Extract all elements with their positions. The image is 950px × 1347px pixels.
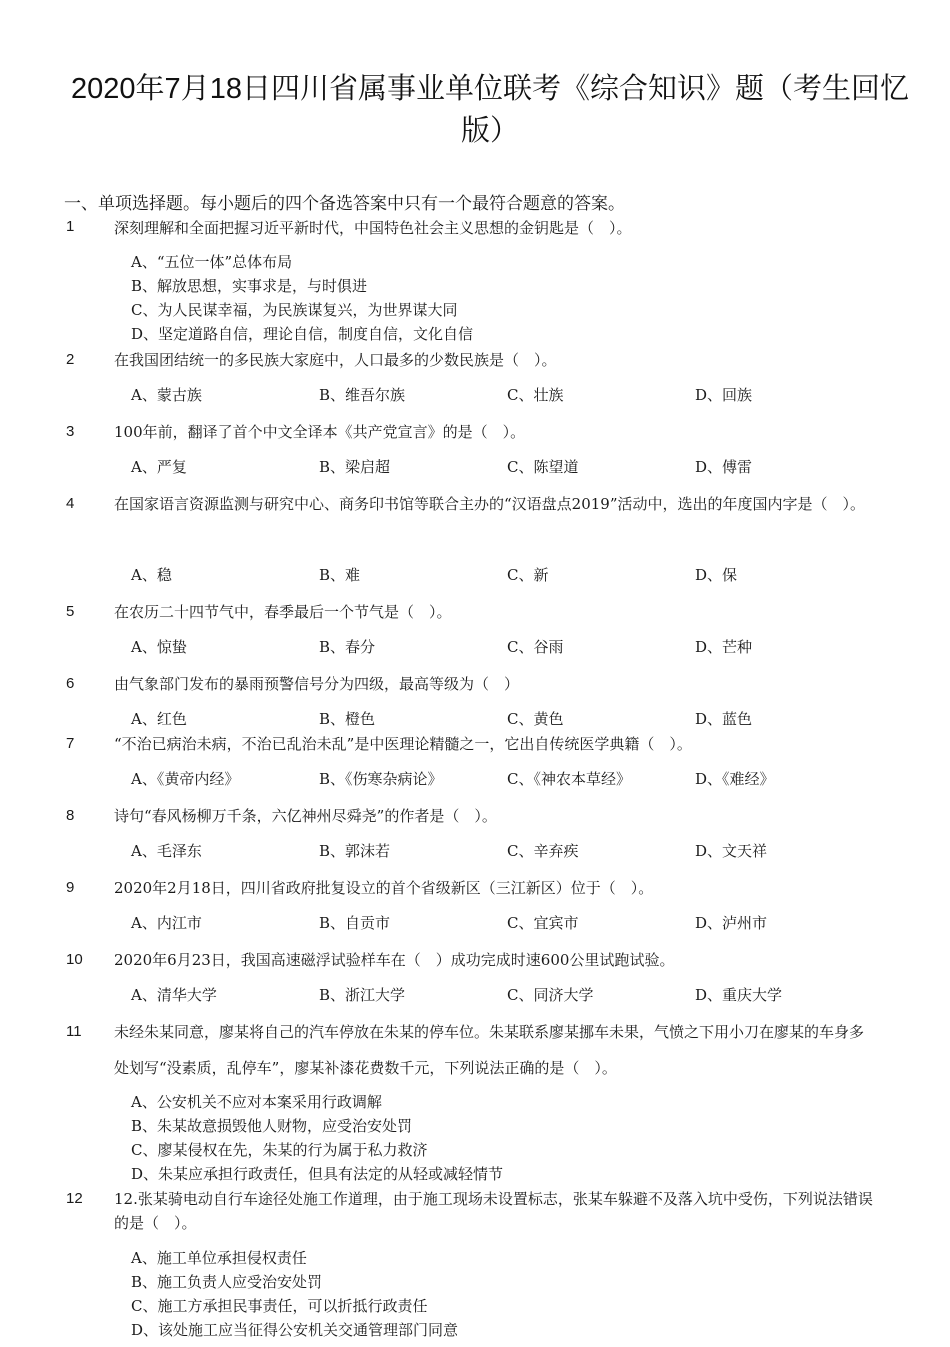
question-number: 12 bbox=[66, 1190, 83, 1207]
question-number: 8 bbox=[66, 807, 75, 824]
option-b[interactable]: B、难 bbox=[319, 566, 361, 584]
question-text: 由气象部门发布的暴雨预警信号分为四级，最高等级为（ ） bbox=[114, 675, 520, 693]
question-number: 9 bbox=[66, 879, 75, 896]
question-text: 未经朱某同意，廖某将自己的汽车停放在朱某的停车位。朱某联系廖某挪车未果，气愤之下用小刀在廖某的车身多处划写“没素质，乱停车”，廖某补漆花费数千元，下列说法正确的是（ ）。 bbox=[114, 1023, 865, 1077]
option-b[interactable]: B、郭沫若 bbox=[319, 842, 391, 860]
option-b[interactable]: B、《伤寒杂病论》 bbox=[319, 770, 443, 788]
option-a[interactable]: A、“五位一体”总体布局 bbox=[131, 253, 293, 271]
question-options bbox=[131, 1090, 503, 1186]
question-options bbox=[131, 840, 891, 862]
option-a[interactable]: A、严复 bbox=[131, 458, 187, 476]
question-number: 6 bbox=[66, 675, 75, 692]
option-a[interactable]: A、惊蛰 bbox=[131, 638, 187, 656]
option-a[interactable]: A、蒙古族 bbox=[131, 386, 202, 404]
option-a[interactable]: A、《黄帝内经》 bbox=[131, 770, 240, 788]
question-options bbox=[131, 456, 891, 478]
option-a[interactable]: A、稳 bbox=[131, 566, 172, 584]
option-b[interactable]: B、解放思想，实事求是，与时俱进 bbox=[131, 277, 368, 295]
option-c[interactable]: C、同济大学 bbox=[507, 986, 594, 1004]
question-number: 3 bbox=[66, 423, 75, 440]
option-b[interactable]: B、施工负责人应受治安处罚 bbox=[131, 1273, 323, 1291]
option-d[interactable]: D、蓝色 bbox=[695, 710, 753, 728]
option-c[interactable]: C、宜宾市 bbox=[507, 914, 579, 932]
question-text: 12.张某骑电动自行车途径处施工作道理，由于施工现场未设置标志，张某车躲避不及落入坑中受伤，下列说法错误的是（ ）。 bbox=[114, 1190, 873, 1232]
option-c[interactable]: C、施工方承担民事责任，可以折抵行政责任 bbox=[131, 1297, 428, 1315]
question-text: 深刻理解和全面把握习近平新时代，中国特色社会主义思想的金钥匙是（ ）。 bbox=[114, 219, 632, 237]
option-a[interactable]: A、公安机关不应对本案采用行政调解 bbox=[131, 1093, 382, 1111]
option-c[interactable]: C、壮族 bbox=[507, 386, 564, 404]
option-d[interactable]: D、保 bbox=[695, 566, 738, 584]
option-c[interactable]: C、辛弃疾 bbox=[507, 842, 579, 860]
question-number: 2 bbox=[66, 351, 75, 368]
question-options bbox=[131, 912, 891, 934]
option-c[interactable]: C、为人民谋幸福，为民族谋复兴，为世界谋大同 bbox=[131, 301, 458, 319]
question-number: 10 bbox=[66, 951, 83, 968]
question-options bbox=[131, 250, 473, 346]
option-b[interactable]: B、朱某故意损毁他人财物，应受治安处罚 bbox=[131, 1117, 413, 1135]
option-d[interactable]: D、芒种 bbox=[695, 638, 753, 656]
question-options bbox=[131, 384, 891, 406]
option-a[interactable]: A、内江市 bbox=[131, 914, 202, 932]
option-b[interactable]: B、自贡市 bbox=[319, 914, 391, 932]
question-text: “不治已病治未病，不治已乱治未乱”是中医理论精髓之一，它出自传统医学典籍（ ）。 bbox=[114, 735, 692, 753]
question-text: 在我国团结统一的多民族大家庭中，人口最多的少数民族是（ ）。 bbox=[114, 351, 557, 369]
option-d[interactable]: D、泸州市 bbox=[695, 914, 768, 932]
option-a[interactable]: A、施工单位承担侵权责任 bbox=[131, 1249, 307, 1267]
question-number: 11 bbox=[66, 1023, 82, 1040]
option-d[interactable]: D、朱某应承担行政责任，但具有法定的从轻或减轻情节 bbox=[131, 1165, 504, 1183]
option-d[interactable]: D、坚定道路自信，理论自信，制度自信，文化自信 bbox=[131, 325, 474, 343]
question-number: 4 bbox=[66, 495, 75, 512]
question-text: 2020年6月23日，我国高速磁浮试验样车在（ ）成功完成时速600公里试跑试验。 bbox=[114, 951, 675, 969]
option-d[interactable]: D、回族 bbox=[695, 386, 753, 404]
question-options bbox=[131, 768, 891, 790]
question-options bbox=[131, 564, 891, 586]
option-d[interactable]: D、该处施工应当征得公安机关交通管理部门同意 bbox=[131, 1321, 459, 1339]
option-b[interactable]: B、浙江大学 bbox=[319, 986, 406, 1004]
option-b[interactable]: B、维吾尔族 bbox=[319, 386, 406, 404]
option-b[interactable]: B、梁启超 bbox=[319, 458, 391, 476]
option-c[interactable]: C、谷雨 bbox=[507, 638, 564, 656]
option-d[interactable]: D、傅雷 bbox=[695, 458, 753, 476]
question-number: 7 bbox=[66, 735, 75, 752]
question-number: 5 bbox=[66, 603, 75, 620]
option-c[interactable]: C、陈望道 bbox=[507, 458, 579, 476]
question-text: 诗句“春风杨柳万千条，六亿神州尽舜尧”的作者是（ ）。 bbox=[114, 807, 497, 825]
option-b[interactable]: B、橙色 bbox=[319, 710, 376, 728]
section-heading: 一、单项选择题。每小题后的四个备选答案中只有一个最符合题意的答案。 bbox=[64, 194, 625, 214]
option-c[interactable]: C、《神农本草经》 bbox=[507, 770, 631, 788]
question-number: 1 bbox=[66, 218, 75, 235]
question-text: 在农历二十四节气中，春季最后一个节气是（ ）。 bbox=[114, 603, 452, 621]
option-a[interactable]: A、红色 bbox=[131, 710, 187, 728]
question-text: 2020年2月18日，四川省政府批复设立的首个省级新区（三江新区）位于（ ）。 bbox=[114, 879, 654, 897]
question-text: 在国家语言资源监测与研究中心、商务印书馆等联合主办的“汉语盘点2019”活动中，选出的年度国内字是（ ）。 bbox=[114, 495, 866, 513]
option-a[interactable]: A、清华大学 bbox=[131, 986, 217, 1004]
option-d[interactable]: D、《难经》 bbox=[695, 770, 775, 788]
document-title: 2020年7月18日四川省属事业单位联考《综合知识》题（考生回忆版） bbox=[71, 73, 909, 147]
option-c[interactable]: C、黄色 bbox=[507, 710, 564, 728]
option-c[interactable]: C、廖某侵权在先，朱某的行为属于私力救济 bbox=[131, 1141, 428, 1159]
option-a[interactable]: A、毛泽东 bbox=[131, 842, 202, 860]
option-d[interactable]: D、重庆大学 bbox=[695, 986, 783, 1004]
option-c[interactable]: C、新 bbox=[507, 566, 549, 584]
question-options bbox=[131, 636, 891, 658]
question-options bbox=[131, 1246, 458, 1342]
option-d[interactable]: D、文天祥 bbox=[695, 842, 768, 860]
question-text: 100年前，翻译了首个中文全译本《共产党宣言》的是（ ）。 bbox=[114, 423, 526, 441]
question-options bbox=[131, 984, 891, 1006]
option-b[interactable]: B、春分 bbox=[319, 638, 376, 656]
